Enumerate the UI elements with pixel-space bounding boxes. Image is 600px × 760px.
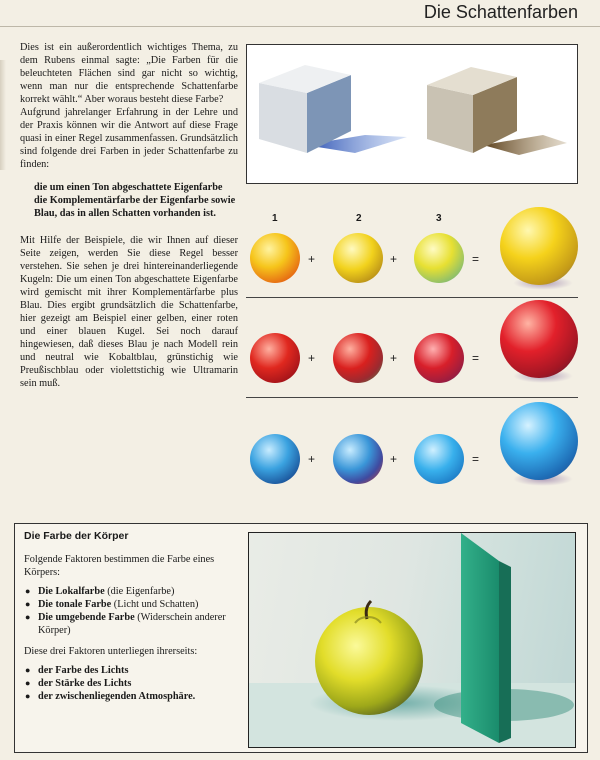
red-sphere-1 [250,333,300,383]
shadow-color-rules [34,181,238,220]
row-divider [246,297,578,298]
factor-name: Die umgebende Farbe [38,612,135,623]
sub-factor-item: ● der Farbe des Lichts [24,664,242,677]
plus-sign: + [390,252,398,266]
plus-sign: + [308,252,316,266]
cold-cube [259,65,407,153]
sub-factor-item: ● der Stärke des Lichts [24,677,242,690]
factor-name: Die Lokalfarbe [38,586,105,597]
rule-item-2: die Komplementärfarbe der Eigenfarbe sowie [34,195,236,206]
box-intro-2: Diese drei Faktoren unterliegen ihrerseits: [24,646,198,657]
plus-sign: + [390,452,398,466]
blue-sphere-1 [250,434,300,484]
column-number-2: 2 [356,213,362,224]
yellow-sphere-3 [414,233,464,283]
plus-sign: + [390,351,398,365]
cubes-drawing [247,45,577,183]
red-sphere-3 [414,333,464,383]
blue-sphere-2 [333,434,383,484]
factor-item [24,585,242,598]
factor-item [24,611,242,637]
page-title: Die Schattenfarben [423,2,578,22]
yellow-sphere-2 [333,233,383,283]
rule-item-3: Blau, das in allen Schatten vorhanden ist. [34,208,216,219]
column-number-3: 3 [436,213,442,224]
apple-painting [248,532,576,748]
factor-note: (Licht und Schatten) [111,599,199,610]
red-result-sphere [500,300,578,378]
sub-factor-item: ● der zwischenliegenden Atmosphäre. [24,690,242,703]
blue-result-sphere [500,402,578,480]
equals-sign: = [472,452,480,466]
intro-paragraph-3: Mit Hilfe der Beispiele, die wir Ihnen auf dieser Seite zeigen, werden Sie diese Regel besser verstehen. Sie sehen je drei hintereinanderliegende Kugeln: Die um einen Ton abgeschattete Eigenfarbe wird gemischt mit ihrer Komplementärfarbe plus Blau. Dies ergibt grundsätzlich die Schattenfarbe, hier gezeigt am Beispiel einer gelben, einer roten und einer blauen Kugel. Sei noch darauf hingewiesen, daß dieses Blau je nach Modell rein und neutral wie Kobaltblau, grünstichig wie Preußischblau oder violettstichig wie Ultramarin sein muß. [20,235,238,389]
yellow-result-sphere [500,207,578,285]
factor-note: (die Eigenfarbe) [104,586,175,597]
factor-name: Die tonale Farbe [38,599,112,610]
equals-sign: = [472,351,480,365]
factor-note: (Widerschein anderer Körper) [38,612,226,636]
equals-sign: = [472,252,480,266]
plus-sign: + [308,351,316,365]
box-intro: Folgende Faktoren bestimmen die Farbe eines Körpers: [24,554,215,578]
rule-item-1: die um einen Ton abgeschattete Eigenfarbe [34,182,223,193]
factor-item [24,598,242,611]
intro-text-column [20,41,238,396]
warm-cube [427,67,567,155]
yellow-sphere-1 [250,233,300,283]
column-number-1: 1 [272,213,278,224]
blue-sphere-3 [414,434,464,484]
row-divider [246,397,578,398]
cube-illustration [246,44,578,184]
page-edge-shadow [0,60,6,170]
box-text [24,553,242,711]
apple-painting-drawing [249,533,575,747]
factor-list [24,585,242,637]
title-divider [0,26,600,27]
intro-paragraph-2: Aufgrund jahrelanger Erfahrung in der Lehre und der Praxis können wir die Antwort auf diese Frage quasi in einer Regel zusammenfassen. Grundsätzlich sind folgende drei Farben in jeder Schattenfarbe zu finden: [20,107,238,170]
plus-sign: + [308,452,316,466]
box-heading: Die Farbe der Körper [24,530,129,542]
red-sphere-2 [333,333,383,383]
intro-paragraph-1: Dies ist ein außerordentlich wichtiges Thema, zu dem Rubens einmal sagte: „Die Farben für die beleuchteten Flächen sind gar nicht so wichtig, wenn man nur die entsprechende Schattenfarbe korrekt wählt.“ Aber woraus besteht diese Farbe? [20,42,238,105]
sub-factor-list [24,664,242,703]
